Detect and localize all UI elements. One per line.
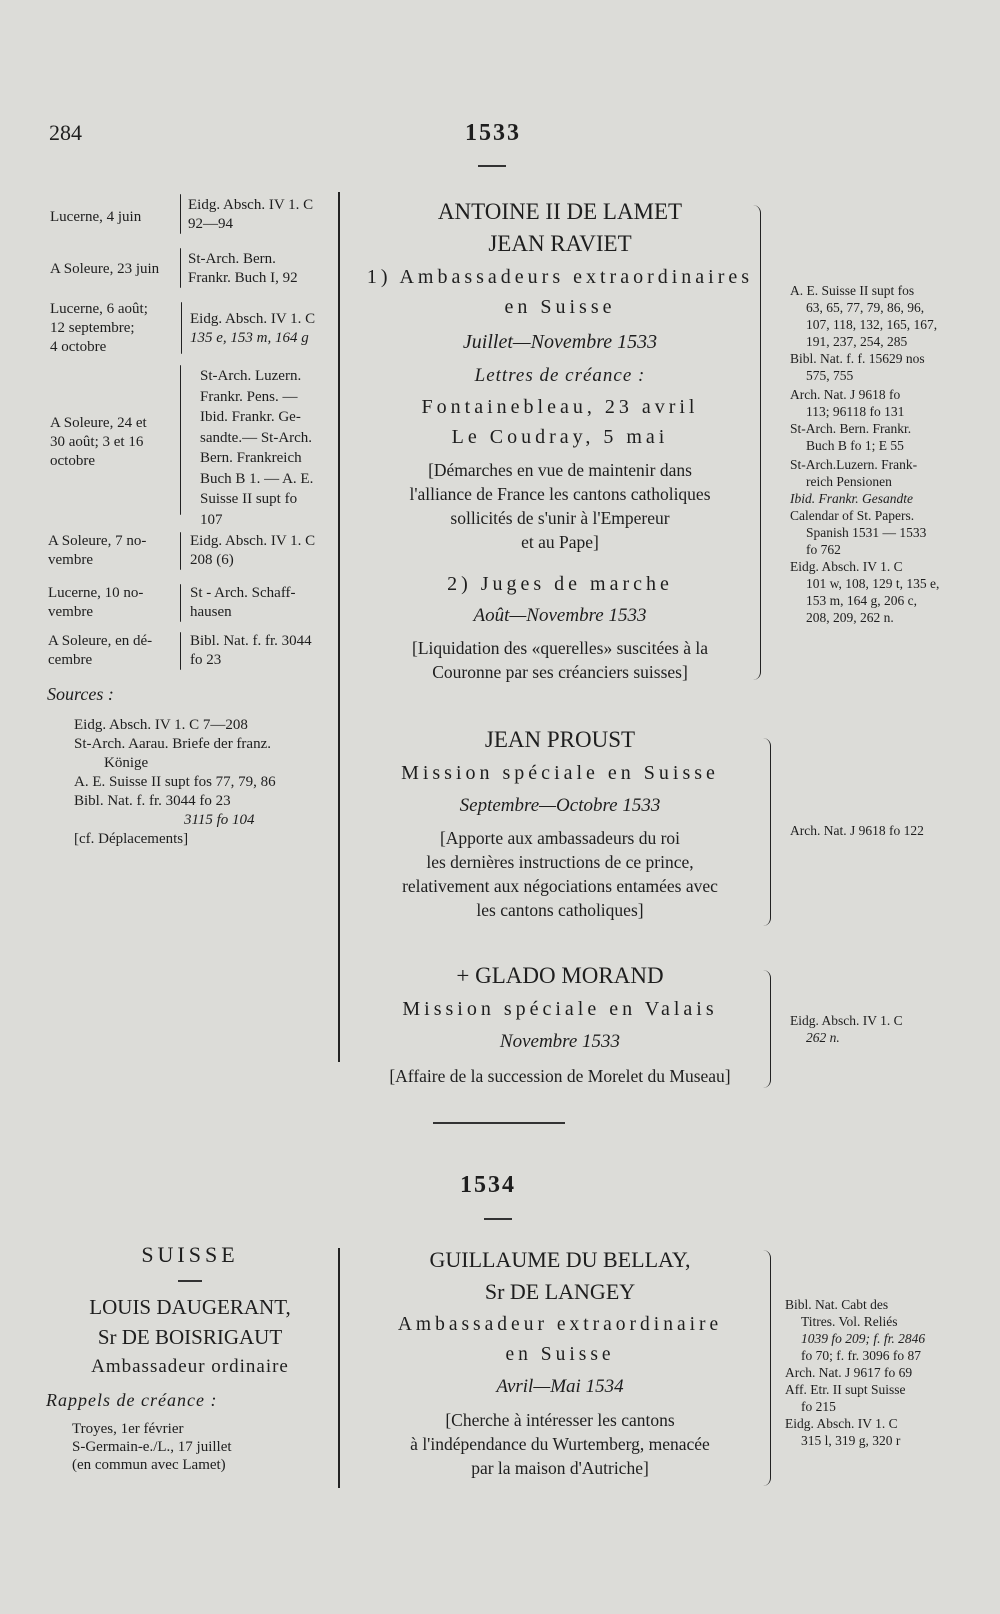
itinerary-ref: St-Arch. Bern. Frankr. Buch I, 92 (188, 251, 298, 286)
entry-name: JEAN PROUST (484, 727, 636, 752)
brace (762, 738, 771, 926)
entry-boisrigaut (40, 1240, 340, 1382)
brace (180, 248, 181, 288)
section-heading: SUISSE (141, 1242, 239, 1267)
brace (762, 1250, 771, 1486)
itinerary-place: Lucerne, 6 août; 12 septembre; 4 octobre (50, 301, 148, 355)
mission-title: Ambassadeur extraordinaire (397, 1314, 723, 1335)
brace (180, 194, 181, 234)
mission-title: en Suisse (504, 296, 616, 318)
references-proust: Arch. Nat. J 9618 fo 122 (790, 823, 924, 838)
itinerary-place: Lucerne, 10 no- vembre (48, 585, 144, 620)
entry-name: Sr DE BOISRIGAUT (97, 1324, 283, 1349)
brace (180, 532, 181, 570)
entry-name: ANTOINE II DE LAMET (437, 199, 683, 224)
itinerary-ref: Eidg. Absch. IV 1. C 92—94 (188, 197, 314, 232)
mission-description: [Affaire de la succession de Morelet du Museau] (389, 1066, 731, 1086)
credential-line: Fontainebleau, 23 avril (421, 396, 699, 418)
column-rule-left-top (338, 192, 340, 1062)
recall-label: Rappels de créance : (46, 1390, 218, 1410)
entry-name: + GLADO MORAND (456, 963, 664, 988)
mission-description: [Démarches en vue de maintenir dans l'alliance de France les cantons catholiques sollicités de s'unir à l'Empereur et au Pape] (409, 460, 711, 552)
entry-name: GUILLAUME DU BELLAY, (429, 1247, 691, 1272)
references-du-bellay: Bibl. Nat. Cabt des Titres. Vol. Reliés 1039 fo 209; f. fr. 2846 fo 70; f. fr. 3096 fo 87 Arch. Nat. J 9617 fo 69 Aff. Etr. II supt Suisse fo 215 Eidg. Absch. IV 1. C 315 l, 319 g, 320 r (785, 1297, 926, 1448)
entry-du-bellay (350, 1244, 770, 1480)
mission-title: Mission spéciale en Suisse (401, 762, 719, 784)
divider (478, 165, 506, 167)
mission-title: 2) Juges de marche (447, 573, 673, 595)
entry-morand (350, 960, 770, 1088)
entry-name: Sr DE LANGEY (484, 1279, 636, 1304)
brace (181, 302, 182, 354)
year-heading-1534: 1534 (460, 1172, 516, 1198)
credentials-label: Lettres de créance : (474, 365, 646, 386)
entry-proust (350, 724, 770, 922)
mission-dates: Septembre—Octobre 1533 (459, 795, 661, 816)
credential-line: Le Coudray, 5 mai (451, 426, 669, 448)
mission-dates: Août—Novembre 1533 (473, 605, 647, 626)
itinerary-ref: Eidg. Absch. IV 1. C 208 (6) (190, 533, 316, 568)
itinerary-ref: Eidg. Absch. IV 1. C 135 e, 153 m, 164 g (190, 311, 316, 346)
itinerary-ref: St - Arch. Schaff- hausen (190, 585, 296, 620)
recall-lines: Troyes, 1er février S-Germain-e./L., 17 juillet (en commun avec Lamet) (72, 1421, 232, 1473)
itinerary-place: A Soleure, 24 et 30 août; 3 et 16 octobre (50, 415, 147, 469)
brace (180, 365, 181, 515)
itinerary-place: A Soleure, 23 juin (50, 261, 160, 277)
page-number: 284 (49, 120, 82, 145)
itinerary-ref: St-Arch. Luzern. Frankr. Pens. — Ibid. Frankr. Ge- sandte.— St-Arch. Bern. Frankreich Buch B 1. — A. E. Suisse II supt fo 107 (200, 368, 314, 528)
mission-description: [Cherche à intéresser les cantons à l'indépendance du Wurtemberg, menacée par la maison d'Autriche] (410, 1410, 710, 1478)
brace (180, 632, 181, 670)
mission-title: 1) Ambassadeurs extraordinaires (366, 266, 754, 288)
brace (180, 584, 181, 622)
brace (762, 970, 771, 1088)
references-lamet: A. E. Suisse II supt fos 63, 65, 77, 79, 86, 96, 107, 118, 132, 165, 167, 191, 237, 254, 285 Bibl. Nat. f. f. 15629 nos 575, 755 Arch. Nat. J 9618 fo 113; 96118 fo 131 St-Arch. Bern. Frankr. Buch B fo 1; E 55 St-Arch.Luzern. Frank- reich Pensionen Ibid. Frankr. Gesandte Calendar of St. Papers. Spanish 1531 — 1533 fo 762 Eidg. Absch. IV 1. C 101 w, 108, 129 t, 135 e, 153 m, 164 g, 206 c, 208, 209, 262 n. (790, 283, 940, 625)
itinerary-place: A Soleure, 7 no- vembre (48, 533, 147, 568)
mission-dates: Juillet—Novembre 1533 (462, 331, 658, 353)
entry-lamet-raviet (350, 196, 770, 684)
divider (484, 1218, 512, 1220)
itinerary-ref: Bibl. Nat. f. fr. 3044 fo 23 (190, 633, 312, 668)
mission-dates: Avril—Mai 1534 (496, 1376, 624, 1397)
mission-description: [Liquidation des «querelles» suscitées à la Couronne par ses créanciers suisses] (412, 638, 708, 682)
year-heading-1533: 1533 (465, 120, 521, 146)
mission-dates: Novembre 1533 (499, 1031, 621, 1052)
divider (433, 1122, 565, 1124)
entry-name: JEAN RAVIET (488, 231, 632, 256)
references-morand: Eidg. Absch. IV 1. C 262 n. (790, 1013, 903, 1045)
sources-list: Eidg. Absch. IV 1. C 7—208 St-Arch. Aarau. Briefe der franz. Könige A. E. Suisse II supt fos 77, 79, 86 Bibl. Nat. f. fr. 3044 fo 23 3115 fo 104 [cf. Déplacements] (74, 717, 276, 847)
entry-name: LOUIS DAUGERANT, (89, 1294, 291, 1319)
sources-heading: Sources : (47, 684, 114, 704)
brace (752, 205, 761, 680)
mission-title: en Suisse (505, 1344, 615, 1365)
mission-title: Ambassadeur ordinaire (91, 1355, 289, 1377)
itinerary-place: Lucerne, 4 juin (50, 209, 142, 225)
itinerary-place: A Soleure, en dé- cembre (48, 633, 153, 668)
mission-description: [Apporte aux ambassadeurs du roi les dernières instructions de ce prince, relativement aux négociations entamées avec les cantons catholiques] (402, 828, 718, 920)
divider (178, 1280, 202, 1282)
mission-title: Mission spéciale en Valais (402, 998, 718, 1020)
